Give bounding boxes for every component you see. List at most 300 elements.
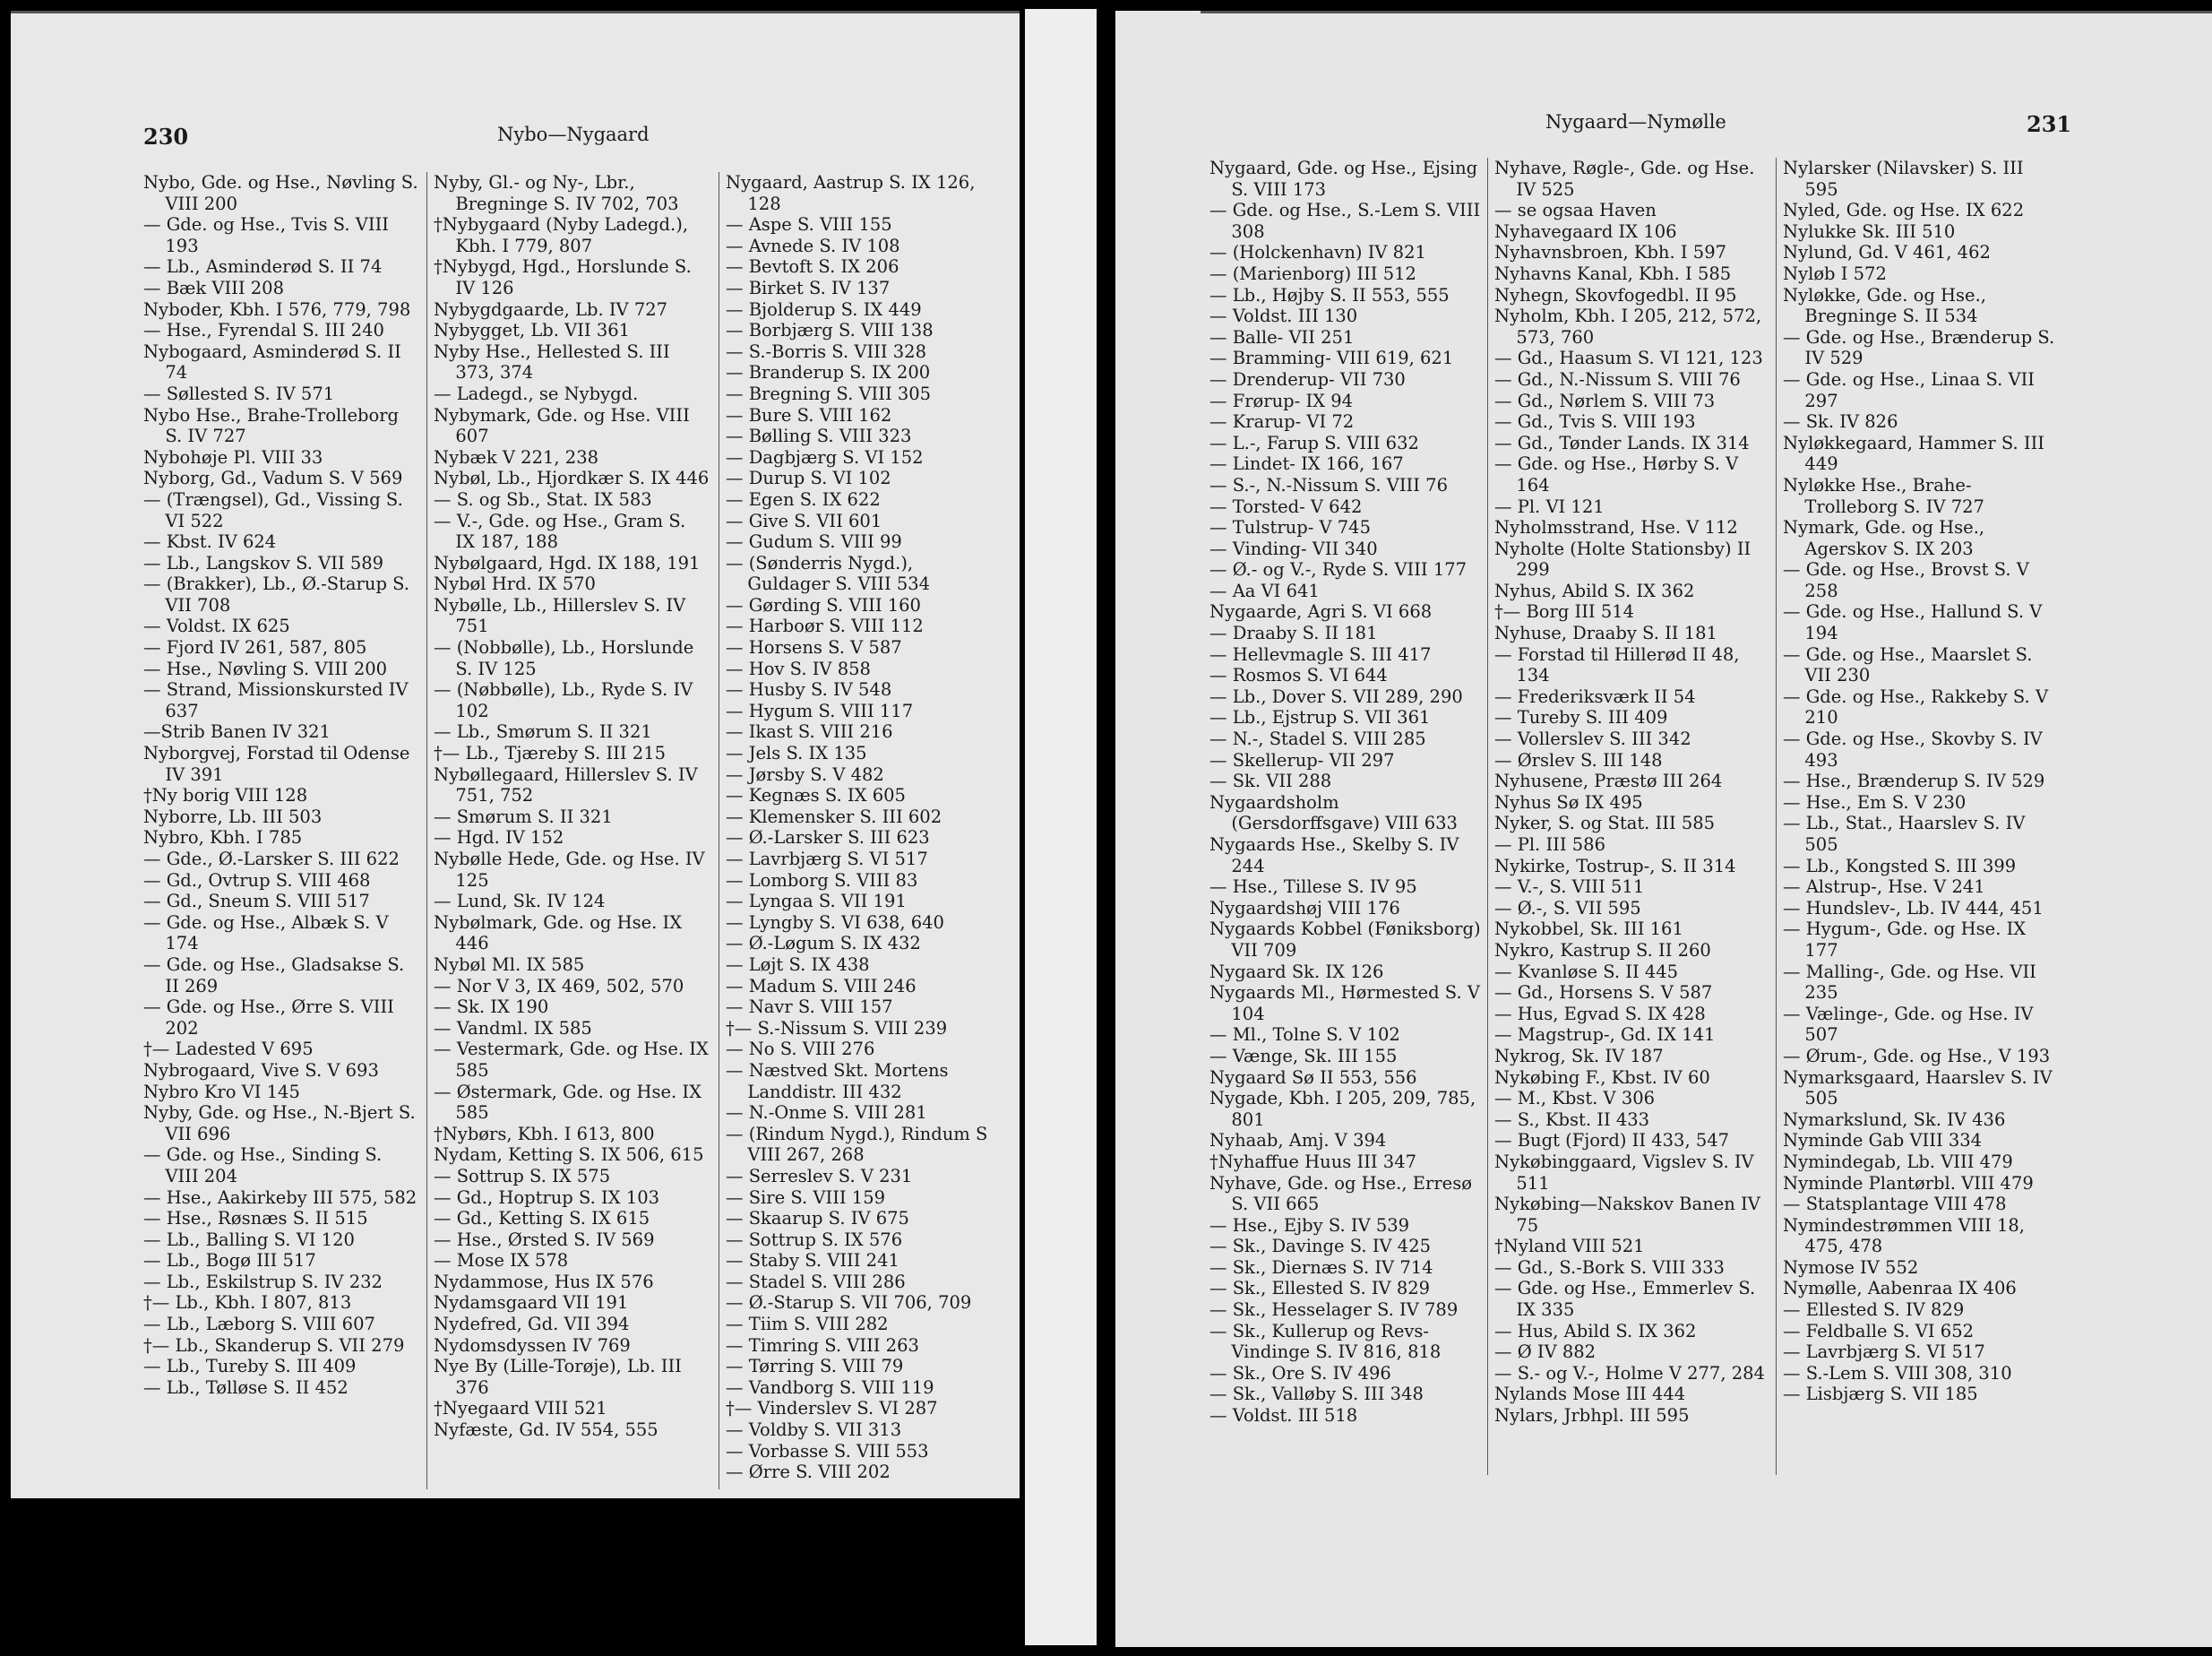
right-column-1	[1209, 158, 1483, 1427]
index-entry: Nygaards Hse., Skelby S. IV 244	[1209, 834, 1459, 876]
index-entry: Nybølle Hede, Gde. og Hse. IV 125	[434, 849, 705, 891]
index-entry: — Lyngby S. VI 638, 640	[726, 911, 944, 933]
index-entry: — S.-, N.-Nissum S. VIII 76	[1209, 474, 1448, 496]
index-entry: — Gørding S. VIII 160	[726, 594, 921, 616]
index-entry: — Lb., Bogø III 517	[143, 1250, 316, 1272]
index-entry: Nyholte (Holte Stationsby) II 299	[1494, 538, 1752, 581]
index-entry: — Torsted- V 642	[1209, 496, 1363, 517]
index-entry: — Sk., Hesselager S. IV 789	[1209, 1299, 1459, 1321]
index-entry: Nyhusene, Præstø III 264	[1494, 771, 1723, 792]
index-entry: — Magstrup-, Gd. IX 141	[1494, 1024, 1716, 1046]
index-entry: Nylars, Jrbhpl. III 595	[1494, 1405, 1690, 1427]
index-entry: — Gudum S. VIII 99	[726, 531, 902, 553]
index-entry: — Hse., Nøvling S. VIII 200	[143, 658, 388, 679]
index-entry: — Mose IX 578	[434, 1250, 569, 1272]
index-entry: — Gd., Haasum S. VI 121, 123	[1494, 348, 1763, 369]
index-entry: — (Nøbbølle), Lb., Ryde S. IV 102	[434, 679, 693, 721]
right-running-head: Nygaard—Nymølle	[1545, 111, 1726, 133]
index-entry: — Birket S. IV 137	[726, 277, 891, 298]
index-entry: — Bregning S. VIII 305	[726, 383, 932, 404]
index-entry: — Bevtoft S. IX 206	[726, 256, 899, 278]
index-entry: Nyboder, Kbh. I 576, 779, 798	[143, 298, 411, 320]
index-entry: — Strand, Missionskursted IV 637	[143, 679, 409, 721]
index-entry: — Voldst. III 518	[1209, 1405, 1358, 1427]
index-entry: — Serreslev S. V 231	[726, 1165, 913, 1186]
index-entry: — Drenderup- VII 730	[1209, 368, 1406, 390]
index-entry: — Gd., N.-Nissum S. VIII 76	[1494, 368, 1741, 390]
index-entry: — S. og Sb., Stat. IX 583	[434, 488, 652, 510]
index-entry: Nyby, Gde. og Hse., N.-Bjert S. VII 696	[143, 1102, 416, 1144]
index-entry: — Vandborg S. VIII 119	[726, 1376, 934, 1398]
index-entry: — Lb., Asminderød S. II 74	[143, 256, 383, 278]
index-entry: Nygaards Kobbel (Føniksborg) VII 709	[1209, 919, 1481, 961]
index-entry: †— Lb., Skanderup S. VII 279	[143, 1334, 405, 1356]
index-entry: — Gd., Nørlem S. VIII 73	[1494, 390, 1716, 411]
index-entry: Nykro, Kastrup S. II 260	[1494, 939, 1711, 961]
index-entry: — N.-Onme S. VIII 281	[726, 1102, 927, 1124]
index-entry: Nydammose, Hus IX 576	[434, 1271, 654, 1292]
index-entry: — Lb., Læborg S. VIII 607	[143, 1314, 375, 1335]
index-entry: Nymarkslund, Sk. IV 436	[1783, 1108, 2006, 1130]
index-entry: Nybølmark, Gde. og Hse. IX 446	[434, 911, 683, 954]
index-entry: — Søllested S. IV 571	[143, 383, 335, 404]
index-entry: — Sk., Ore S. IV 496	[1209, 1362, 1391, 1384]
index-entry: — Lb., Ejstrup S. VII 361	[1209, 707, 1431, 729]
index-entry: — Durup S. VI 102	[726, 468, 891, 489]
index-entry: — Hus, Abild S. IX 362	[1494, 1320, 1697, 1341]
index-entry: — Ø.-, S. VII 595	[1494, 897, 1641, 919]
index-entry: †Nybørs, Kbh. I 613, 800	[434, 1123, 655, 1144]
left-column-3	[726, 172, 994, 1483]
index-entry: †Ny borig VIII 128	[143, 785, 308, 806]
index-entry: — Hse., Fyrendal S. III 240	[143, 320, 384, 341]
index-entry: — Balle- VII 251	[1209, 326, 1355, 348]
index-entry: — Frederiksværk II 54	[1494, 686, 1696, 707]
index-entry: — Hse., Ejby S. IV 539	[1209, 1214, 1410, 1236]
index-entry: — Madum S. VIII 246	[726, 975, 917, 996]
index-entry: — (Trængsel), Gd., Vissing S. VI 522	[143, 488, 403, 531]
index-entry: — Gde. og Hse., Gladsakse S. II 269	[143, 953, 405, 996]
index-entry: — Forstad til Hillerød II 48, 134	[1494, 643, 1740, 686]
index-entry: — Bæk VIII 208	[143, 277, 284, 298]
index-entry: Nybohøje Pl. VIII 33	[143, 446, 323, 468]
index-entry: — Gd., Horsens S. V 587	[1494, 982, 1713, 1004]
index-entry: — Hse., Brænderup S. IV 529	[1783, 771, 2045, 792]
index-entry: Nybygget, Lb. VII 361	[434, 320, 631, 341]
index-entry: Nyholmsstrand, Hse. V 112	[1494, 517, 1738, 539]
index-entry: — Ørslev S. III 148	[1494, 749, 1663, 771]
index-entry: — Gde. og Hse., Tvis S. VIII 193	[143, 214, 389, 256]
index-entry: Nydefred, Gd. VII 394	[434, 1314, 630, 1335]
index-entry: — Ø.-Starup S. VII 706, 709	[726, 1292, 972, 1314]
index-entry: — S.-Borris S. VIII 328	[726, 341, 926, 362]
index-entry: Nyhave, Gde. og Hse., Erresø S. VII 665	[1209, 1172, 1472, 1215]
left-page-number: 230	[143, 124, 189, 150]
index-entry: — Skellerup- VII 297	[1209, 749, 1395, 771]
left-column-1	[143, 172, 419, 1398]
index-entry: — Lisbjærg S. VII 185	[1783, 1384, 1978, 1405]
index-entry: — Nor V 3, IX 469, 502, 570	[434, 975, 684, 996]
index-entry: †Nyhaffue Huus III 347	[1209, 1151, 1417, 1172]
index-entry: †Nyegaard VIII 521	[434, 1398, 607, 1419]
index-entry: — Stadel S. VIII 286	[726, 1271, 906, 1292]
index-entry: — Statsplantage VIII 478	[1783, 1194, 2007, 1215]
index-entry: — Gde. og Hse., Hallund S. V 194	[1783, 601, 2043, 644]
index-entry: — N.-, Stadel S. VIII 285	[1209, 729, 1426, 750]
index-entry: — Gd., Tønder Lands. IX 314	[1494, 432, 1750, 453]
index-entry: Nybygdgaarde, Lb. IV 727	[434, 298, 668, 320]
index-entry: — Ellested S. IV 829	[1783, 1299, 1965, 1321]
index-entry: — Gde. og Hse., Skovby S. IV 493	[1783, 729, 2043, 771]
index-entry: †— Lb., Tjæreby S. III 215	[434, 743, 667, 764]
index-entry: — Hygum S. VIII 117	[726, 700, 914, 721]
index-entry: — Aa VI 641	[1209, 580, 1320, 601]
index-entry: — Hundslev-, Lb. IV 444, 451	[1783, 897, 2044, 919]
index-entry: Nybæk V 221, 238	[434, 446, 599, 468]
index-entry: — Staby S. VIII 241	[726, 1250, 899, 1272]
index-entry: — Gd., S.-Bork S. VIII 333	[1494, 1256, 1725, 1278]
index-entry: Nymark, Gde. og Hse., Agerskov S. IX 203	[1783, 517, 1985, 559]
index-entry: Nybrogaard, Vive S. V 693	[143, 1059, 379, 1081]
index-entry: Nyhus Sø IX 495	[1494, 791, 1643, 813]
index-entry: — Borbjærg S. VIII 138	[726, 320, 934, 341]
index-entry: Nydam, Ketting S. IX 506, 615	[434, 1144, 704, 1166]
index-entry: Nykøbing—Nakskov Banen IV 75	[1494, 1194, 1760, 1236]
index-entry: — No S. VIII 276	[726, 1039, 875, 1060]
index-entry: — Gde., Ø.-Larsker S. III 622	[143, 849, 400, 869]
right-page-top-rule	[1201, 11, 2212, 13]
index-entry: — Hygum-, Gde. og Hse. IX 177	[1783, 919, 2027, 961]
index-entry: — Gde. og Hse., Brovst S. V 258	[1783, 559, 2029, 601]
index-entry: — Voldby S. VII 313	[726, 1419, 902, 1441]
index-entry: —Strib Banen IV 321	[143, 721, 331, 743]
index-entry: — S.- og V.-, Holme V 277, 284	[1494, 1362, 1765, 1384]
index-entry: — (Nobbølle), Lb., Horslunde S. IV 125	[434, 637, 694, 679]
index-entry: — se ogsaa Haven	[1494, 200, 1657, 221]
index-entry: Nyborgvej, Forstad til Odense IV 391	[143, 743, 410, 785]
index-entry: — Gde. og Hse., Rakkeby S. V 210	[1783, 686, 2049, 729]
index-entry: — Lb., Stat., Haarslev S. IV 505	[1783, 813, 2026, 855]
index-entry: — Sk., Kullerup og Revs-Vindinge S. IV 816, 818	[1209, 1320, 1442, 1363]
index-entry: — Sk., Ellested S. IV 829	[1209, 1278, 1431, 1299]
index-entry: — Lb., Tureby S. III 409	[143, 1356, 357, 1377]
index-entry: Nymindestrømmen VIII 18, 475, 478	[1783, 1214, 2025, 1257]
index-entry: — Alstrup-, Hse. V 241	[1783, 876, 1985, 898]
index-entry: — Gde. og Hse., Ørre S. VIII 202	[143, 996, 394, 1039]
index-entry: Nybøl, Lb., Hjordkær S. IX 446	[434, 468, 710, 489]
index-entry: — Sk., Diernæs S. IV 714	[1209, 1256, 1433, 1278]
index-entry: Nyhegn, Skovfogedbl. II 95	[1494, 284, 1737, 306]
index-entry: — (Brakker), Lb., Ø.-Starup S. VII 708	[143, 574, 409, 616]
index-entry: †Nyland VIII 521	[1494, 1236, 1645, 1257]
index-entry: — Østermark, Gde. og Hse. IX 585	[434, 1081, 701, 1124]
index-entry: — Gde. og Hse., Linaa S. VII 297	[1783, 368, 2036, 411]
index-entry: — Kegnæs S. IX 605	[726, 785, 906, 806]
index-entry: Nygaarde, Agri S. VI 668	[1209, 601, 1433, 623]
index-entry: Nyker, S. og Stat. III 585	[1494, 813, 1716, 834]
index-entry: — Lavrbjærg S. VI 517	[1783, 1341, 1985, 1363]
index-entry: — Hov S. IV 858	[726, 658, 871, 679]
index-entry: Nykøbinggaard, Vigslev S. IV 511	[1494, 1151, 1754, 1194]
index-entry: Nylukke Sk. III 510	[1783, 220, 1956, 242]
index-entry: — Sk. IX 190	[434, 996, 549, 1018]
index-entry: Nybro, Kbh. I 785	[143, 827, 303, 849]
column-divider	[426, 172, 427, 1489]
index-entry: — Voldst. IX 625	[143, 616, 290, 637]
index-entry: Nymarksgaard, Haarslev S. IV 505	[1783, 1066, 2053, 1109]
index-entry: Nybøl Hrd. IX 570	[434, 574, 596, 595]
index-entry: Nymose IV 552	[1783, 1256, 1919, 1278]
index-entry: — Gd., Hoptrup S. IX 103	[434, 1186, 660, 1208]
index-entry: — Hse., Aakirkeby III 575, 582	[143, 1186, 417, 1208]
index-entry: — Malling-, Gde. og Hse. VII 235	[1783, 961, 2036, 1004]
index-entry: Nyminde Plantørbl. VIII 479	[1783, 1172, 2034, 1194]
index-entry: — Tureby S. III 409	[1494, 707, 1668, 729]
index-entry: — Gde. og Hse., Emmerlev S. IX 335	[1494, 1278, 1756, 1321]
index-entry: — Draaby S. II 181	[1209, 623, 1378, 644]
index-entry: — Lb., Højby S. II 553, 555	[1209, 284, 1450, 306]
index-entry: Nygaard Sø II 553, 556	[1209, 1066, 1417, 1088]
column-divider	[1487, 158, 1488, 1475]
index-entry: Nyhavnsbroen, Kbh. I 597	[1494, 242, 1727, 263]
index-entry: — Husby S. IV 548	[726, 679, 892, 701]
right-column-2	[1494, 158, 1768, 1427]
index-entry: — Smørum S. II 321	[434, 806, 613, 827]
index-entry: — Gd., Ovtrup S. VIII 468	[143, 869, 371, 891]
index-entry: †— Vinderslev S. VI 287	[726, 1398, 938, 1419]
index-entry: — Lb., Eskilstrup S. IV 232	[143, 1271, 383, 1292]
index-entry: Nymindegab, Lb. VIII 479	[1783, 1151, 2013, 1172]
index-entry: — Sk., Valløby S. III 348	[1209, 1384, 1424, 1405]
index-entry: — S., Kbst. II 433	[1494, 1108, 1650, 1130]
index-entry: — Vorbasse S. VIII 553	[726, 1440, 929, 1462]
index-entry: — L.-, Farup S. VIII 632	[1209, 432, 1419, 453]
index-entry: — Lindet- IX 166, 167	[1209, 453, 1404, 475]
index-entry: Nyløkke Hse., Brahe-Trolleborg S. IV 727	[1783, 474, 1984, 517]
index-entry: †Nybygd, Hgd., Horslunde S. IV 126	[434, 256, 692, 298]
index-entry: — Skaarup S. IV 675	[726, 1208, 909, 1229]
index-entry: — Løjt S. IX 438	[726, 953, 870, 975]
index-entry: — Feldballe S. VI 652	[1783, 1320, 1975, 1341]
index-entry: Nybølgaard, Hgd. IX 188, 191	[434, 552, 701, 574]
index-entry: — Næstved Skt. Mortens Landdistr. III 432	[726, 1059, 949, 1102]
index-entry: Nyløb I 572	[1783, 263, 1887, 284]
index-entry: — Give S. VII 601	[726, 510, 882, 531]
index-entry: — Timring S. VIII 263	[726, 1334, 919, 1356]
right-column-3	[1783, 158, 2056, 1405]
index-entry: Nykøbing F., Kbst. IV 60	[1494, 1066, 1710, 1088]
index-entry: — Lund, Sk. IV 124	[434, 891, 606, 912]
index-entry: — Hse., Ørsted S. IV 569	[434, 1229, 655, 1250]
index-entry: Nybymark, Gde. og Hse. VIII 607	[434, 404, 690, 447]
index-entry: Nykirke, Tostrup-, S. II 314	[1494, 855, 1736, 876]
index-entry: Nygaardsholm (Gersdorffsgave) VIII 633	[1209, 791, 1458, 834]
index-entry: — Gde. og Hse., Hørby S. V 164	[1494, 453, 1739, 496]
index-entry: — Hse., Tillese S. IV 95	[1209, 876, 1417, 898]
index-entry: Nyminde Gab VIII 334	[1783, 1130, 1983, 1151]
index-entry: — Bure S. VIII 162	[726, 404, 892, 426]
index-entry: Nydamsgaard VII 191	[434, 1292, 629, 1314]
index-entry: Nygaardshøj VIII 176	[1209, 897, 1400, 919]
index-entry: Nygaard, Aastrup S. IX 126, 128	[726, 172, 976, 214]
index-entry: Nylands Mose III 444	[1494, 1384, 1686, 1405]
index-entry: — Hse., Em S. V 230	[1783, 791, 1967, 813]
index-entry: — Sk. VII 288	[1209, 771, 1332, 792]
index-entry: — Horsens S. V 587	[726, 637, 902, 659]
index-entry: Nybøllegaard, Hillerslev S. IV 751, 752	[434, 763, 698, 806]
index-entry: — Hse., Røsnæs S. II 515	[143, 1208, 368, 1229]
index-entry: Nylund, Gd. V 461, 462	[1783, 242, 1991, 263]
index-entry: — Frørup- IX 94	[1209, 390, 1354, 411]
index-entry: †— S.-Nissum S. VIII 239	[726, 1017, 948, 1039]
index-entry: — V.-, Gde. og Hse., Gram S. IX 187, 188	[434, 510, 686, 553]
index-entry: — Bramming- VIII 619, 621	[1209, 348, 1454, 369]
index-entry: — Gd., Tvis S. VIII 193	[1494, 411, 1696, 433]
left-page-top-rule	[11, 11, 1020, 13]
index-entry: — Fjord IV 261, 587, 805	[143, 637, 367, 659]
index-entry: — (Marienborg) III 512	[1209, 263, 1416, 284]
index-entry: — Lb., Tølløse S. II 452	[143, 1376, 349, 1398]
index-entry: — Ladegd., se Nybygd.	[434, 383, 639, 404]
index-entry: Nyhavns Kanal, Kbh. I 585	[1494, 263, 1732, 284]
index-entry: — Ørre S. VIII 202	[726, 1462, 891, 1483]
index-entry: — Voldst. III 130	[1209, 306, 1358, 327]
index-entry: — Gde. og Hse., Maarslet S. VII 230	[1783, 643, 2033, 686]
index-entry: Nyled, Gde. og Hse. IX 622	[1783, 200, 2025, 221]
index-entry: †— Ladested V 695	[143, 1039, 314, 1060]
index-entry: — S.-Lem S. VIII 308, 310	[1783, 1362, 2012, 1384]
index-entry: — Ø.- og V.-, Ryde S. VIII 177	[1209, 559, 1467, 581]
index-entry: — Vestermark, Gde. og Hse. IX 585	[434, 1039, 709, 1081]
index-entry: — Kbst. IV 624	[143, 531, 277, 553]
index-entry: Nygaards Ml., Hørmested S. V 104	[1209, 982, 1480, 1024]
index-entry: Nybogaard, Asminderød S. II 74	[143, 341, 401, 384]
index-entry: — Gde. og Hse., Albæk S. V 174	[143, 911, 389, 954]
index-entry: Nyborg, Gd., Vadum S. V 569	[143, 468, 403, 489]
index-entry: — Gd., Ketting S. IX 615	[434, 1208, 650, 1229]
index-entry: Nyfæste, Gd. IV 554, 555	[434, 1419, 658, 1441]
index-entry: — Sire S. VIII 159	[726, 1186, 886, 1208]
index-entry: — Ø.-Løgum S. IX 432	[726, 933, 921, 954]
index-entry: — Vælinge-, Gde. og Hse. IV 507	[1783, 1003, 2034, 1046]
index-entry: — Sk., Davinge S. IV 425	[1209, 1236, 1432, 1257]
index-entry: Nybo Hse., Brahe-Trolleborg S. IV 727	[143, 404, 400, 447]
index-entry: — Lavrbjærg S. VI 517	[726, 849, 928, 869]
left-running-head: Nybo—Nygaard	[497, 124, 650, 145]
index-entry: — Tulstrup- V 745	[1209, 517, 1371, 539]
book-gutter	[1025, 9, 1097, 1645]
index-entry: — Vænge, Sk. III 155	[1209, 1045, 1398, 1066]
index-entry: — Tiim S. VIII 282	[726, 1314, 889, 1335]
index-entry: Nyhaab, Amj. V 394	[1209, 1130, 1387, 1151]
index-entry: — Klemensker S. III 602	[726, 806, 942, 827]
index-entry: — Ml., Tolne S. V 102	[1209, 1024, 1400, 1046]
right-page-number: 231	[2027, 111, 2072, 137]
index-entry: — Rosmos S. VI 644	[1209, 665, 1388, 686]
index-entry: — Vinding- VII 340	[1209, 538, 1378, 559]
index-entry: — Gde. og Hse., Sinding S. VIII 204	[143, 1144, 383, 1186]
index-entry: Nyhus, Abild S. IX 362	[1494, 580, 1695, 601]
index-entry: — Sk. IV 826	[1783, 411, 1898, 433]
index-entry: — (Sønderris Nygd.), Guldager S. VIII 534	[726, 552, 931, 595]
index-entry: — Hgd. IV 152	[434, 827, 564, 849]
index-entry: Nyby Hse., Hellested S. III 373, 374	[434, 341, 670, 384]
index-entry: Nykobbel, Sk. III 161	[1494, 919, 1683, 940]
index-entry: — Bugt (Fjord) II 433, 547	[1494, 1130, 1730, 1151]
index-entry: — Vollerslev S. III 342	[1494, 729, 1691, 750]
index-entry: — V.-, S. VIII 511	[1494, 876, 1645, 898]
index-entry: Nyborre, Lb. III 503	[143, 806, 323, 827]
index-entry: — Navr S. VIII 157	[726, 996, 893, 1018]
index-entry: — M., Kbst. V 306	[1494, 1088, 1656, 1109]
index-entry: — Ø.-Larsker S. III 623	[726, 827, 930, 849]
index-entry: †— Lb., Kbh. I 807, 813	[143, 1292, 352, 1314]
index-entry: — Tørring S. VIII 79	[726, 1356, 904, 1377]
index-entry: — Gd., Sneum S. VIII 517	[143, 891, 370, 912]
index-entry: — Branderup S. IX 200	[726, 362, 931, 384]
index-entry: — (Holckenhavn) IV 821	[1209, 242, 1426, 263]
column-divider	[1776, 158, 1777, 1475]
index-entry: Nyhuse, Draaby S. II 181	[1494, 623, 1717, 644]
index-entry: Nydomsdyssen IV 769	[434, 1334, 631, 1356]
index-entry: — Aspe S. VIII 155	[726, 214, 892, 236]
index-entry: — Ørum-, Gde. og Hse., V 193	[1783, 1045, 2051, 1066]
index-entry: — Lomborg S. VIII 83	[726, 869, 918, 891]
index-entry: — Jørsby S. V 482	[726, 763, 884, 785]
index-entry: Nybøl Ml. IX 585	[434, 953, 585, 975]
index-entry: Nybo, Gde. og Hse., Nøvling S. VIII 200	[143, 172, 418, 214]
index-entry: Nyholm, Kbh. I 205, 212, 572, 573, 760	[1494, 306, 1762, 348]
index-entry: Nygaard, Gde. og Hse., Ejsing S. VIII 173	[1209, 158, 1478, 200]
index-entry: Nybro Kro VI 145	[143, 1081, 300, 1102]
index-entry: — Hellevmagle S. III 417	[1209, 643, 1432, 665]
index-entry: — Harboør S. VIII 112	[726, 616, 924, 637]
index-entry: — Pl. III 586	[1494, 834, 1605, 855]
index-entry: Nymølle, Aabenraa IX 406	[1783, 1278, 2017, 1299]
index-entry: — Jels S. IX 135	[726, 743, 867, 764]
index-entry: — Lyngaa S. VII 191	[726, 891, 907, 912]
index-entry: Nygade, Kbh. I 205, 209, 785, 801	[1209, 1088, 1476, 1130]
index-entry: — Gde. og Hse., S.-Lem S. VIII 308	[1209, 200, 1481, 242]
index-entry: — (Rindum Nygd.), Rindum S VIII 267, 268	[726, 1123, 988, 1166]
index-entry: Nyløkke, Gde. og Hse., Bregninge S. II 534	[1783, 284, 1986, 327]
index-entry: — Bjolderup S. IX 449	[726, 298, 922, 320]
index-entry: Nyhavegaard IX 106	[1494, 220, 1677, 242]
index-entry: — Pl. VI 121	[1494, 496, 1605, 517]
index-entry: Nykrog, Sk. IV 187	[1494, 1045, 1664, 1066]
index-entry: — Kvanløse S. II 445	[1494, 961, 1679, 982]
index-entry: — Dagbjærg S. VI 152	[726, 446, 924, 468]
index-entry: — Egen S. IX 622	[726, 488, 881, 510]
index-entry: — Lb., Kongsted S. III 399	[1783, 855, 2017, 876]
index-entry: — Lb., Langskov S. VII 589	[143, 552, 384, 574]
index-entry: — Lb., Smørum S. II 321	[434, 721, 652, 743]
index-entry: Nyhave, Røgle-, Gde. og Hse. IV 525	[1494, 158, 1755, 200]
index-entry: Nyløkkegaard, Hammer S. III 449	[1783, 432, 2045, 475]
index-entry: †Nybygaard (Nyby Ladegd.), Kbh. I 779, 807	[434, 214, 689, 256]
index-entry: — Sottrup S. IX 576	[726, 1229, 903, 1250]
index-entry: — Avnede S. IV 108	[726, 235, 900, 256]
index-entry: — Ø IV 882	[1494, 1341, 1597, 1363]
index-entry: — Gde. og Hse., Brænderup S. IV 529	[1783, 326, 2055, 369]
index-entry: Nylarsker (Nilavsker) S. III 595	[1783, 158, 2024, 200]
index-entry: — Hus, Egvad S. IX 428	[1494, 1003, 1706, 1024]
index-entry: Nyby, Gl.- og Ny-, Lbr., Bregninge S. IV 702, 703	[434, 172, 679, 214]
index-entry: †— Borg III 514	[1494, 601, 1635, 623]
index-entry: — Krarup- VI 72	[1209, 411, 1355, 433]
index-entry: Nybølle, Lb., Hillerslev S. IV 751	[434, 594, 686, 637]
index-entry: Nygaard Sk. IX 126	[1209, 961, 1384, 982]
